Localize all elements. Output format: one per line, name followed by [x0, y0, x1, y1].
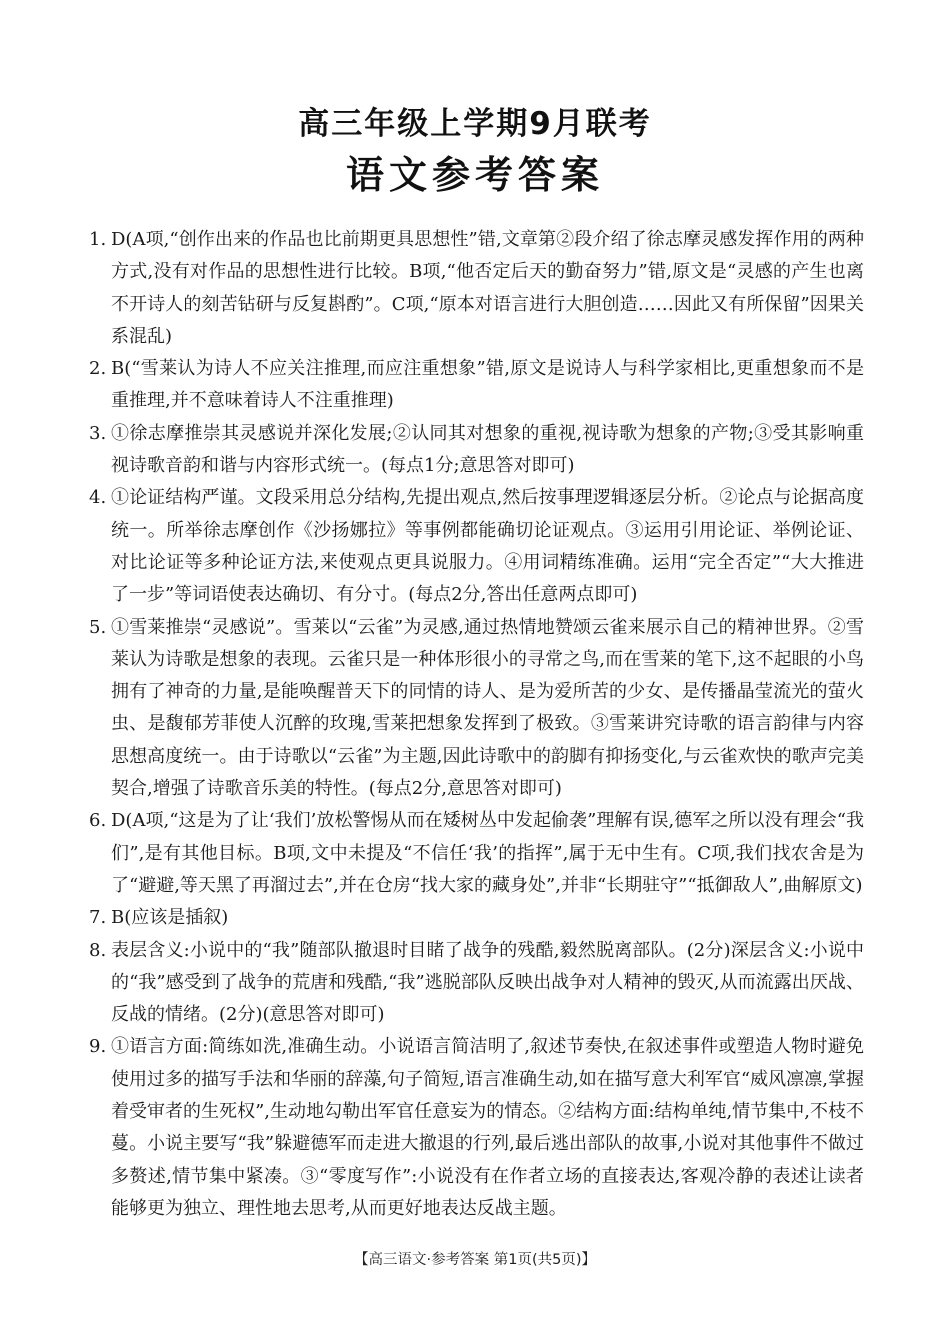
answer-text: ①论证结构严谨。文段采用总分结构,先提出观点,然后按事理逻辑逐层分析。②论点与论据高度统一。所举徐志摩创作《沙扬娜拉》等事例都能确切论证观点。③运用引用论证、举例论证、对比论证等多种论证方法,来使观点更具说服力。④用词精练准确。运用“完全否定”“大大推进了一步”等词语使表达确切、有分寸。(每点2分,答出任意两点即可): [111, 487, 864, 606]
answer-item-9: [89, 1031, 864, 1225]
answer-number: 3.: [89, 422, 107, 444]
answer-key-title: 语文参考答案: [345, 153, 604, 197]
answer-item-6: [89, 805, 864, 902]
answer-text: D(A项,“创作出来的作品也比前期更具思想性”错,文章第②段介绍了徐志摩灵感发挥作用的两种方式,没有对作品的思想性进行比较。B项,“他否定后天的勤奋努力”错,原文是“灵感的产生也离不开诗人的刻苦钻研与反复斟酌”。C项,“原本对语言进行大胆创造……因此又有所保留”因果关系混乱): [111, 229, 864, 347]
answer-item-8: [89, 935, 864, 1032]
answer-item-3: [89, 418, 864, 483]
answer-number: 4.: [89, 487, 107, 509]
answer-number: 6.: [89, 810, 107, 832]
answer-item-7: [89, 902, 864, 934]
answer-item-5: [89, 612, 864, 806]
answer-number: 2.: [89, 358, 107, 380]
answer-number: 9.: [89, 1036, 107, 1058]
answer-number: 5.: [89, 616, 107, 638]
answer-number: 7.: [89, 907, 107, 929]
answer-text: ①雪莱推崇“灵感说”。雪莱以“云雀”为灵感,通过热情地赞颂云雀来展示自己的精神世界。②雪莱认为诗歌是想象的表现。云雀只是一种体形很小的寻常之鸟,而在雪莱的笔下,这不起眼的小鸟拥有了神奇的力量,是能唤醒普天下的同情的诗人、是为爱所苦的少女、是传播晶莹流光的萤火虫、是馥郁芳菲使人沉醉的玫瑰,雪莱把想象发挥到了极致。③雪莱讲究诗歌的语言韵律与内容思想高度统一。由于诗歌以“云雀”为主题,因此诗歌中的韵脚有抑扬变化,与云雀欢快的歌声完美契合,增强了诗歌音乐美的特性。(每点2分,意思答对即可): [111, 616, 864, 800]
answer-text: D(A项,“这是为了让‘我们’放松警惕从而在矮树丛中发起偷袭”理解有误,德军之所以没有理会“我们”,是有其他目标。B项,文中未提及“不信任‘我’的指挥”,属于无中生有。C项,我们找农舍是为了“避避,等天黑了再溜过去”,并在仓房“找大家的藏身处”,并非“长期驻守”“抵御敌人”,曲解原文): [111, 810, 864, 896]
answer-number: 1.: [89, 229, 107, 250]
page-footer: 【高三语文·参考答案 第1页(共5页)】: [354, 1252, 596, 1268]
answer-text: B(“雪莱认为诗人不应关注推理,而应注重想象”错,原文是说诗人与科学家相比,更重想象而不是重推理,并不意味着诗人不注重推理): [111, 358, 864, 412]
answer-item-2: [89, 353, 864, 418]
answer-item-4: [89, 482, 864, 611]
exam-title: 高三年级上学期9月联考: [298, 106, 652, 142]
answer-text: ①语言方面:简练如洗,准确生动。小说语言简洁明了,叙述节奏快,在叙述事件或塑造人物时避免使用过多的描写手法和华丽的辞藻,句子简短,语言准确生动,如在描写意大利军官“威风凛凛,掌握着受审者的生死权”,生动地勾勒出军官任意妄为的情态。②结构方面:结构单纯,情节集中,不枝不蔓。小说主要写“我”躲避德军而走进大撤退的行列,最后逃出部队的故事,小说对其他事件不做过多赘述,情节集中紧凑。③“零度写作”:小说没有在作者立场的直接表达,客观冷静的表述让读者能够更为独立、理性地去思考,从而更好地表达反战主题。: [111, 1036, 864, 1219]
answer-text: ①徐志摩推崇其灵感说并深化发展;②认同其对想象的重视,视诗歌为想象的产物;③受其影响重视诗歌音韵和谐与内容形式统一。(每点1分;意思答对即可): [111, 422, 864, 477]
answer-item-1: [89, 224, 864, 353]
answer-number: 8.: [89, 939, 107, 961]
answer-list: [89, 224, 864, 1225]
answer-text: B(应该是插叙): [111, 907, 229, 929]
answer-text: 表层含义:小说中的“我”随部队撤退时目睹了战争的残酷,毅然脱离部队。(2分)深层含义:小说中的“我”感受到了战争的荒唐和残酷,“我”逃脱部队反映出战争对人精神的毁灭,从而流露出厌战、反战的情绪。(2分)(意思答对即可): [111, 939, 864, 1026]
